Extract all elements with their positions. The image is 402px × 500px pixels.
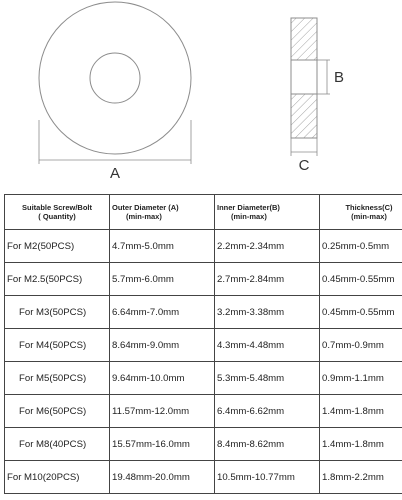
- cell-thickness: 1.4mm-1.8mm: [320, 395, 402, 428]
- cell-inner-diameter: 2.7mm-2.84mm: [215, 263, 320, 296]
- cell-screw: For M10(20PCS): [5, 461, 110, 494]
- cell-screw: For M5(50PCS): [5, 362, 110, 395]
- cell-outer-diameter: 9.64mm-10.0mm: [110, 362, 215, 395]
- cell-thickness: 0.7mm-0.9mm: [320, 329, 402, 362]
- header-thickness: [320, 195, 402, 230]
- header-outer-diameter-line2: (min-max): [126, 212, 162, 221]
- cell-inner-diameter: 8.4mm-8.62mm: [215, 428, 320, 461]
- table-row: [5, 230, 402, 263]
- washer-side-section: [291, 18, 317, 138]
- header-thickness-line1: Thickness(C): [345, 203, 393, 212]
- cell-outer-diameter: 19.48mm-20.0mm: [110, 461, 215, 494]
- cell-outer-diameter: 5.7mm-6.0mm: [110, 263, 215, 296]
- cell-inner-diameter: 4.3mm-4.48mm: [215, 329, 320, 362]
- header-suitable-screw-line2: ( Quantity): [38, 212, 76, 221]
- washer-inner-hole: [90, 53, 140, 103]
- cell-outer-diameter: 8.64mm-9.0mm: [110, 329, 215, 362]
- washer-dimension-drawing: [0, 0, 402, 192]
- cell-thickness: 0.45mm-0.55mm: [320, 263, 402, 296]
- cell-screw: For M4(50PCS): [5, 329, 110, 362]
- cell-thickness: 0.45mm-0.55mm: [320, 296, 402, 329]
- header-outer-diameter: [110, 195, 215, 230]
- cell-thickness: 0.25mm-0.5mm: [320, 230, 402, 263]
- header-inner-diameter-line2: (min-max): [231, 212, 267, 221]
- washer-front-view: [39, 2, 191, 154]
- cell-thickness: 0.9mm-1.1mm: [320, 362, 402, 395]
- table-row: [5, 461, 402, 494]
- header-suitable-screw: [5, 195, 110, 230]
- washer-spec-table: [4, 194, 402, 494]
- table-row: [5, 263, 402, 296]
- cell-inner-diameter: 10.5mm-10.77mm: [215, 461, 320, 494]
- table-row: [5, 362, 402, 395]
- table-header-row: [5, 195, 402, 230]
- dimension-a: [39, 120, 191, 182]
- dimension-b-label: B: [334, 69, 345, 86]
- dimension-b: [317, 60, 344, 94]
- washer-outer-circle: [39, 2, 191, 154]
- cell-thickness: 1.4mm-1.8mm: [320, 428, 402, 461]
- table-row: [5, 296, 402, 329]
- header-outer-diameter-line1: Outer Diameter (A): [112, 203, 179, 212]
- table-row: [5, 329, 402, 362]
- header-inner-diameter-line1: Inner Diameter(B): [217, 203, 280, 212]
- header-inner-diameter: [215, 195, 320, 230]
- dimension-a-label: A: [109, 165, 121, 182]
- cell-outer-diameter: 11.57mm-12.0mm: [110, 395, 215, 428]
- cell-screw: For M6(50PCS): [5, 395, 110, 428]
- cell-screw: For M2(50PCS): [5, 230, 110, 263]
- header-thickness-line2: (min-max): [351, 212, 387, 221]
- cell-thickness: 1.8mm-2.2mm: [320, 461, 402, 494]
- header-suitable-screw-line1: Suitable Screw/Bolt: [21, 203, 93, 212]
- table-row: [5, 395, 402, 428]
- cell-inner-diameter: 6.4mm-6.62mm: [215, 395, 320, 428]
- table-row: [5, 428, 402, 461]
- cell-outer-diameter: 15.57mm-16.0mm: [110, 428, 215, 461]
- cell-inner-diameter: 5.3mm-5.48mm: [215, 362, 320, 395]
- dimension-c-label: C: [298, 157, 310, 174]
- cell-inner-diameter: 2.2mm-2.34mm: [215, 230, 320, 263]
- cell-screw: For M8(40PCS): [5, 428, 110, 461]
- cell-outer-diameter: 6.64mm-7.0mm: [110, 296, 215, 329]
- cell-screw: For M2.5(50PCS): [5, 263, 110, 296]
- cell-outer-diameter: 4.7mm-5.0mm: [110, 230, 215, 263]
- cell-screw: For M3(50PCS): [5, 296, 110, 329]
- dimension-c: [291, 138, 317, 174]
- cell-inner-diameter: 3.2mm-3.38mm: [215, 296, 320, 329]
